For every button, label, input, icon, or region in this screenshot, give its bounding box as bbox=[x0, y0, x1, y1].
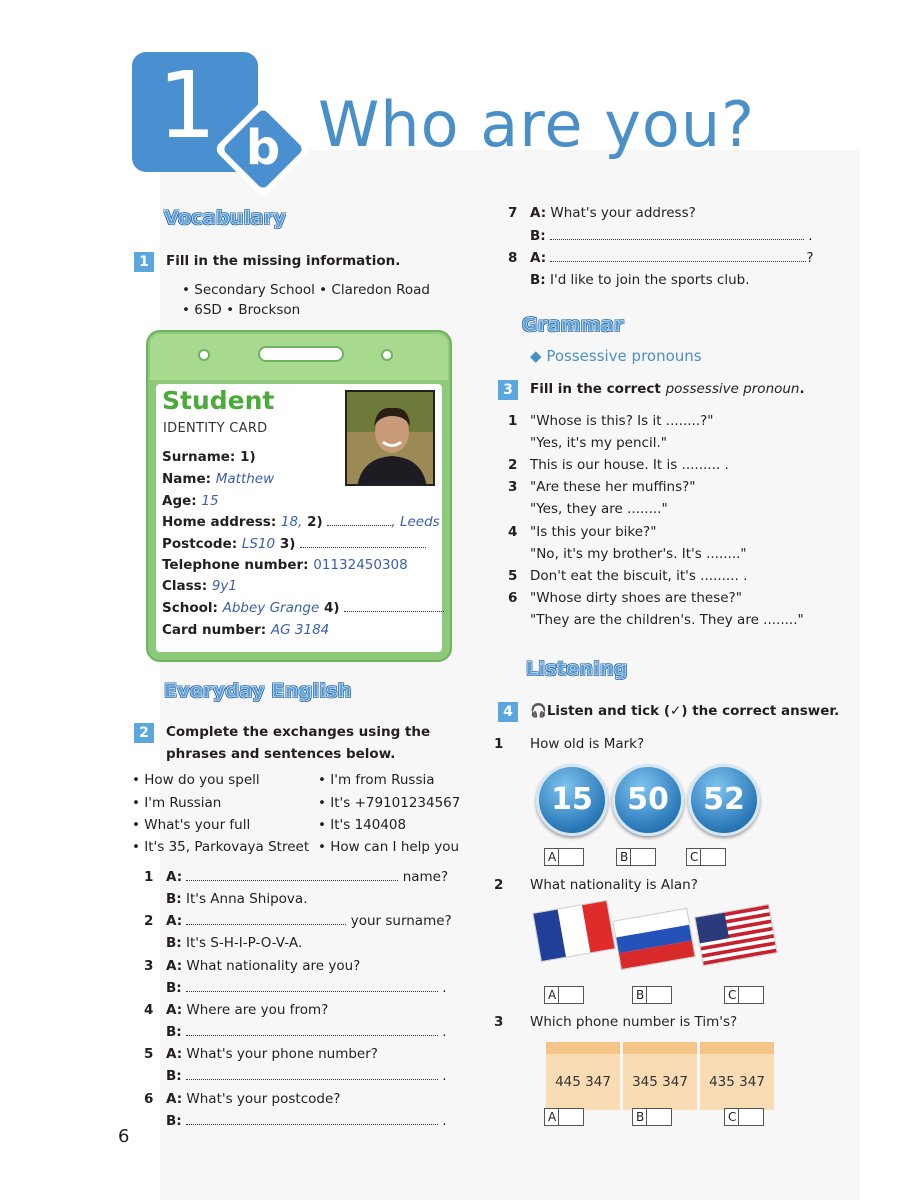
phrase-right-3: • It's 140408 bbox=[318, 817, 407, 833]
exchange-1-a: A: name? bbox=[166, 869, 449, 885]
grammar-item-6-line-1: "Whose dirty shoes are these?" bbox=[530, 590, 742, 606]
q2-tick-a[interactable]: A bbox=[544, 986, 584, 1004]
card-title: Student bbox=[162, 386, 275, 415]
grammar-item-4-number: 4 bbox=[508, 524, 518, 540]
exchange-4-a: A: Where are you from? bbox=[166, 1002, 329, 1018]
card-field-card-number: Card number: AG 3184 bbox=[162, 622, 330, 638]
exchange-5-a: A: What's your phone number? bbox=[166, 1046, 378, 1062]
phrase-left-2: • I'm Russian bbox=[132, 795, 222, 811]
card-field-surname: Surname: 1) bbox=[162, 449, 256, 465]
listening-q1-number: 1 bbox=[494, 736, 504, 752]
exchange-6-number: 6 bbox=[144, 1091, 154, 1107]
student-photo bbox=[345, 390, 435, 486]
grammar-item-2-line-1: This is our house. It is ......... . bbox=[530, 457, 729, 473]
q3-tick-b[interactable]: B bbox=[632, 1108, 672, 1126]
phrase-right-2: • It's +79101234567 bbox=[318, 795, 461, 811]
grammar-item-1-number: 1 bbox=[508, 413, 518, 429]
exchange-7-number: 7 bbox=[508, 205, 518, 221]
phrase-left-1: • How do you spell bbox=[132, 772, 260, 788]
grammar-item-6-line-2: "They are the children's. They are ........" bbox=[530, 612, 804, 628]
q2-tick-b[interactable]: B bbox=[632, 986, 672, 1004]
grammar-item-4-line-1: "Is this your bike?" bbox=[530, 524, 657, 540]
phrase-left-3: • What's your full bbox=[132, 817, 251, 833]
q1-tick-c[interactable]: C bbox=[686, 848, 726, 866]
phone-option-b: 345 347 bbox=[623, 1042, 697, 1110]
phrase-right-4: • How can I help you bbox=[318, 839, 460, 855]
page-title: Who are you? bbox=[318, 88, 756, 161]
q1-tick-a[interactable]: A bbox=[544, 848, 584, 866]
grammar-subheading: ◆ Possessive pronouns bbox=[530, 347, 702, 365]
phone-option-a: 445 347 bbox=[546, 1042, 620, 1110]
grammar-item-2-number: 2 bbox=[508, 457, 518, 473]
exchange-2-b: B: It's S-H-I-P-O-V-A. bbox=[166, 935, 303, 951]
grammar-item-1-line-1: "Whose is this? Is it ........?" bbox=[530, 413, 714, 429]
exchange-4-b: B: . bbox=[166, 1024, 447, 1040]
exchange-2-a: A: your surname? bbox=[166, 913, 452, 929]
exercise-3-number: 3 bbox=[498, 380, 518, 400]
grammar-item-4-line-2: "No, it's my brother's. It's ........" bbox=[530, 546, 747, 562]
card-field-postcode: Postcode: LS10 3) bbox=[162, 536, 426, 552]
lesson-letter: b bbox=[245, 120, 281, 176]
exchange-3-b: B: . bbox=[166, 980, 447, 996]
grammar-item-5-number: 5 bbox=[508, 568, 518, 584]
exchange-3-a: A: What nationality are you? bbox=[166, 958, 361, 974]
exercise-3-instruction: Fill in the correct possessive pronoun. bbox=[530, 381, 805, 397]
exchange-7-a: A: What's your address? bbox=[530, 205, 696, 221]
exchange-5-number: 5 bbox=[144, 1046, 154, 1062]
exchange-4-number: 4 bbox=[144, 1002, 154, 1018]
listening-heading: Listening bbox=[526, 658, 628, 680]
exchange-6-a: A: What's your postcode? bbox=[166, 1091, 341, 1107]
exercise-1-number: 1 bbox=[134, 252, 154, 272]
headphones-icon: 🎧 bbox=[530, 703, 547, 719]
exercise-2-instruction-line-1: Complete the exchanges using the bbox=[166, 724, 431, 740]
unit-number: 1 bbox=[157, 52, 217, 159]
card-slot bbox=[258, 346, 344, 362]
age-option-c: 52 bbox=[688, 764, 760, 836]
exchange-3-number: 3 bbox=[144, 958, 154, 974]
word-bank-line-2: • 6SD • Brockson bbox=[182, 302, 301, 318]
exchange-8-a: A: ? bbox=[530, 250, 814, 266]
card-field-telephone: Telephone number: 01132450308 bbox=[162, 557, 408, 573]
exchange-8-b: B: I'd like to join the sports club. bbox=[530, 272, 750, 288]
card-field-class: Class: 9y1 bbox=[162, 578, 237, 594]
card-field-school: School: Abbey Grange 4) bbox=[162, 600, 444, 616]
exchange-1-b: B: It's Anna Shipova. bbox=[166, 891, 308, 907]
card-field-home-address: Home address: 18, 2) , Leeds bbox=[162, 514, 440, 530]
exercise-4-number: 4 bbox=[498, 702, 518, 722]
grammar-item-3-number: 3 bbox=[508, 479, 518, 495]
card-hole-left bbox=[198, 349, 210, 361]
age-option-b: 50 bbox=[612, 764, 684, 836]
student-photo-image bbox=[347, 392, 435, 486]
exchange-2-number: 2 bbox=[144, 913, 154, 929]
grammar-item-3-line-2: "Yes, they are ........" bbox=[530, 501, 668, 517]
listening-q3-question: Which phone number is Tim's? bbox=[530, 1014, 738, 1030]
grammar-item-5-line-1: Don't eat the biscuit, it's ......... . bbox=[530, 568, 748, 584]
word-bank-line-1: • Secondary School • Claredon Road bbox=[182, 282, 430, 298]
exchange-5-b: B: . bbox=[166, 1068, 447, 1084]
vocabulary-heading: Vocabulary bbox=[164, 207, 287, 229]
phone-option-c: 435 347 bbox=[700, 1042, 774, 1110]
listening-q3-number: 3 bbox=[494, 1014, 504, 1030]
phrase-right-1: • I'm from Russia bbox=[318, 772, 435, 788]
diamond-bullet-icon: ◆ bbox=[530, 347, 542, 365]
everyday-english-heading: Everyday English bbox=[164, 680, 352, 702]
page-number: 6 bbox=[118, 1126, 130, 1147]
grammar-item-6-number: 6 bbox=[508, 590, 518, 606]
q3-tick-a[interactable]: A bbox=[544, 1108, 584, 1126]
card-hole-right bbox=[381, 349, 393, 361]
q2-tick-c[interactable]: C bbox=[724, 986, 764, 1004]
exchange-6-b: B: . bbox=[166, 1113, 447, 1129]
q3-tick-c[interactable]: C bbox=[724, 1108, 764, 1126]
grammar-heading: Grammar bbox=[522, 314, 624, 336]
card-field-name: Name: Matthew bbox=[162, 471, 275, 487]
phrase-left-4: • It's 35, Parkovaya Street bbox=[132, 839, 310, 855]
listening-q1-question: How old is Mark? bbox=[530, 736, 645, 752]
grammar-item-3-line-1: "Are these her muffins?" bbox=[530, 479, 696, 495]
exchange-8-number: 8 bbox=[508, 250, 518, 266]
listening-q2-number: 2 bbox=[494, 877, 504, 893]
q1-tick-b[interactable]: B bbox=[616, 848, 656, 866]
age-option-a: 15 bbox=[536, 764, 608, 836]
exchange-7-b: B: . bbox=[530, 228, 813, 244]
exercise-2-instruction-line-2: phrases and sentences below. bbox=[166, 746, 396, 762]
exercise-2-number: 2 bbox=[134, 723, 154, 743]
exchange-1-number: 1 bbox=[144, 869, 154, 885]
exercise-1-instruction: Fill in the missing information. bbox=[166, 253, 401, 269]
card-subtitle: IDENTITY CARD bbox=[163, 421, 268, 436]
exercise-4-instruction: 🎧Listen and tick (✓) the correct answer. bbox=[530, 703, 840, 719]
listening-q2-question: What nationality is Alan? bbox=[530, 877, 698, 893]
card-field-age: Age: 15 bbox=[162, 493, 219, 509]
grammar-item-1-line-2: "Yes, it's my pencil." bbox=[530, 435, 667, 451]
